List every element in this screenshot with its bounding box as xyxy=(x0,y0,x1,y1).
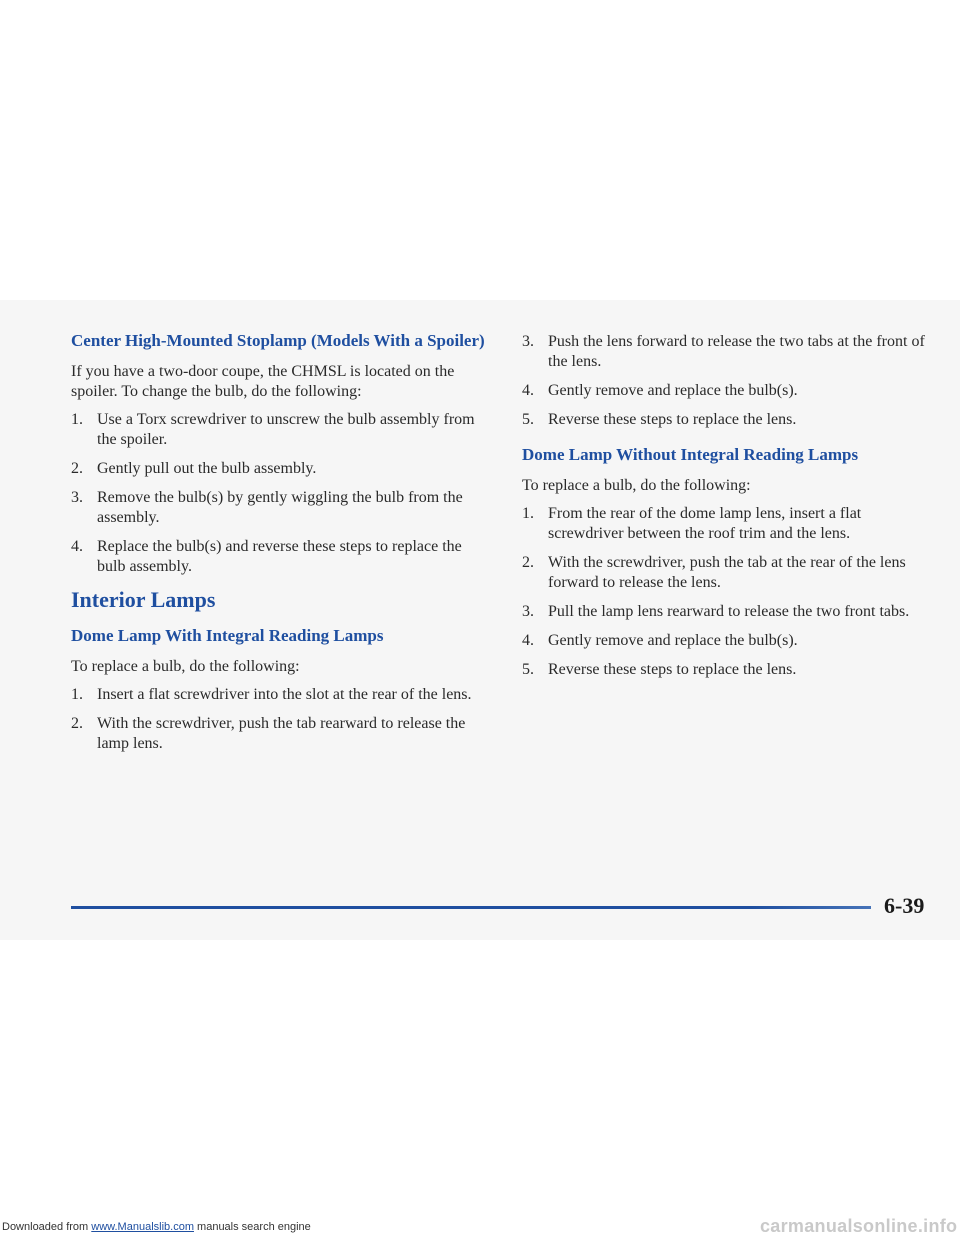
list-item: 1. Use a Torx screwdriver to unscrew the bulb assembly from the spoiler. xyxy=(71,411,475,448)
page-number: 6-39 xyxy=(884,893,925,918)
footer-rule xyxy=(71,906,871,909)
list-item: 5. Reverse these steps to replace the lens. xyxy=(522,411,797,428)
list-item: 4. Gently remove and replace the bulb(s). xyxy=(522,382,798,399)
dome-lamp-without-heading: Dome Lamp Without Integral Reading Lamps xyxy=(522,445,859,464)
list-item: 1. Insert a flat screwdriver into the slot at the rear of the lens. xyxy=(71,686,472,703)
list-item: 2. With the screwdriver, push the tab at the rear of the lens forward to release the lens. xyxy=(522,554,906,591)
manualslib-link[interactable]: www.Manualslib.com xyxy=(91,1221,194,1233)
left-column xyxy=(71,330,491,763)
interior-lamps-heading: Interior Lamps xyxy=(71,587,216,612)
dome-lamp-without-steps xyxy=(522,504,932,680)
dome-lamp-without-intro: To replace a bulb, do the following: xyxy=(522,477,751,494)
dome-lamp-with-intro: To replace a bulb, do the following: xyxy=(71,658,300,675)
list-item: 4. Gently remove and replace the bulb(s). xyxy=(522,632,798,649)
list-item: 4. Replace the bulb(s) and reverse these steps to replace the bulb assembly. xyxy=(71,538,462,575)
chmsl-intro: If you have a two-door coupe, the CHMSL is located on the spoiler. To change the bulb, do the following: xyxy=(71,363,455,400)
list-item: 3. Remove the bulb(s) by gently wiggling the bulb from the assembly. xyxy=(71,489,463,526)
list-item: 5. Reverse these steps to replace the lens. xyxy=(522,661,797,678)
list-item: 1. From the rear of the dome lamp lens, insert a flat screwdriver between the roof trim and the lens. xyxy=(522,505,862,542)
chmsl-heading: Center High-Mounted Stoplamp (Models With a Spoiler) xyxy=(71,331,485,350)
download-note: Downloaded from www.Manualslib.com manuals search engine xyxy=(2,1221,311,1233)
list-item: 2. Gently pull out the bulb assembly. xyxy=(71,460,317,477)
dome-lamp-with-heading: Dome Lamp With Integral Reading Lamps xyxy=(71,626,384,645)
dome-lamp-with-steps-continued xyxy=(522,332,932,430)
list-item: 3. Pull the lamp lens rearward to release the two front tabs. xyxy=(522,603,910,620)
right-column xyxy=(522,332,932,689)
watermark: carmanualsonline.info xyxy=(760,1216,958,1236)
list-item: 2. With the screwdriver, push the tab rearward to release the lamp lens. xyxy=(71,715,466,752)
chmsl-steps xyxy=(71,410,491,577)
list-item: 3. Push the lens forward to release the two tabs at the front of the lens. xyxy=(522,333,925,370)
dome-lamp-with-steps xyxy=(71,685,491,754)
